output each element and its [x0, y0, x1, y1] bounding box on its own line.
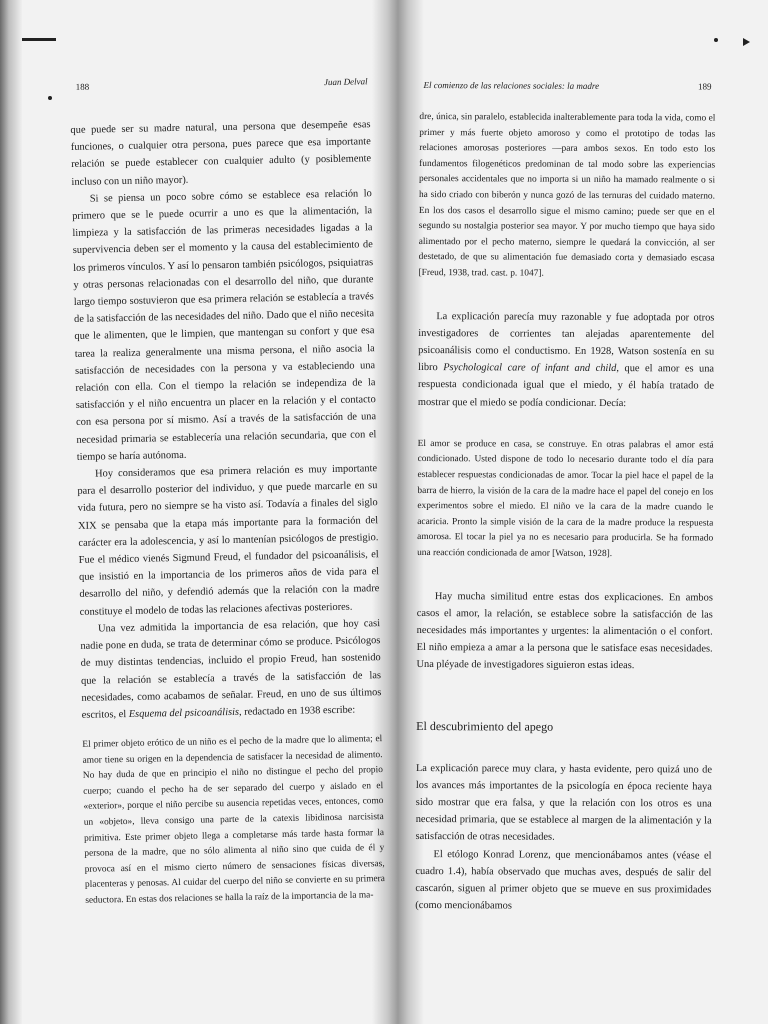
paragraph: Una vez admitida la importancia de esa relación, que hoy casi nadie pone en duda, se trata de determinar cómo se produce. Psicólogos de muy distintas tendencias, incluido el propio Freud, han sostenido que la relación se establecía a través de la satisfacción de las necesidades, como acabamos de señalar. Freud, en uno de sus últimos escritos, el Esquema del psicoanálisis, redactado en 1938 escribe:	[80, 618, 382, 721]
scan-mark-dash	[22, 38, 56, 41]
page-body	[415, 110, 715, 916]
section-heading: El descubrimiento del apego	[416, 718, 554, 734]
running-head-title: Juan Delval	[323, 76, 368, 88]
paragraph: Hoy consideramos que esa primera relación es muy importante para el desarrollo posterior del individuo, y que puede marcarle en su vida futura, pero no siempre se ha visto así. Todavía a finales del siglo XIX se pensaba que la etapa más importante para la formación del carácter era la adolescencia, y así lo mantenían psicólogos de prestigio. Fue el médico vienés Sigmund Freud, el fundador del psicoanálisis, el que insistió en la importancia de los primeros años de vida para el desarrollo del niño, y defendió además que la relación con la madre constituye el modelo de todas las relaciones afectivas posteriores.	[77, 463, 380, 618]
quote-text: dre, única, sin paralelo, establecida inalterablemente para toda la vida, como el primer y más fuerte objeto amoroso y como el prototipo de todas las relaciones amorosas posteriores —para ambos sexos. En todo esto los fundamentos filogenéticos predominan de tal modo sobre las experiencias personales accidentales que no importa si un niño ha mamado realmente o si ha sido criado con biberón y nunca gozó de las ternuras del cuidado materno. En los dos casos el desarrollo sigue el mismo camino; puede ser que en el segundo su nostalgia posterior sea mayor. Y por mucho tiempo que haya sido alimentado por el pecho materno, siempre le quedará la convicción, al ser destetado, de que su alimentación fue demasiado corta y demasiado escasa [Freud, 1938, trad. cast. p. 1047].	[418, 111, 716, 279]
paragraph: El etólogo Konrad Lorenz, que mencionábamos antes (véase el cuadro 1.4), había observado que muchas aves, después de salir del cascarón, siguen al primer objeto que se mueve en sus proximidades (como mencionábamos	[415, 848, 712, 912]
running-head	[70, 76, 370, 96]
paragraph: La explicación parecía muy razonable y fue adoptada por otros investigadores de corrientes tan alejadas aparentemente del psicoanálisis como el conductismo. En 1928, Watson sostenía en su libro Psychological care of infant and child, que el amor es una respuesta condicionada igual que el miedo, y él había tratado de mostrar que el miedo se podía condicionar. Decía:	[417, 310, 715, 409]
page-body	[70, 116, 385, 919]
block-quote	[82, 732, 385, 909]
book-title: Esquema del psicoanálisis	[128, 706, 240, 720]
page-number: 188	[75, 81, 90, 92]
paragraph: Si se piensa un poco sobre cómo se establece esa relación lo primero que se le puede ocurrir a uno es que la alimentación, la limpieza y la satisfacción de las primeras necesidades ligadas a la supervivencia deben ser el momento y la causa del establecimiento de los primeros vínculos. Y así lo pensaron también psicólogos, psiquiatras y otras personas relacionadas con el desarrollo del niño, que durante largo tiempo sostuvieron que esa primera relación se establecía a través de la satisfacción de las necesidades del niño. Dado que el niño necesita que le alimenten, que le limpien, que mantengan su confort y que esa tarea la realiza generalmente una misma persona, el niño asocia la satisfacción de necesidades con la persona y va estableciendo una relación con ella. Con el tiempo la relación se independiza de la satisfacción y el niño encuentra un placer en la relación y el contacto con esa persona por sí mismo. Así a través de la satisfacción de una necesidad primaria se establecería una relación secundaria, que con el tiempo se haría autónoma.	[72, 188, 377, 463]
running-head	[420, 80, 716, 96]
paragraph: que puede ser su madre natural, una persona que desempeñe esas funciones, o cualquier otra persona, pues parece que esa importante relación se puede establecer con cualquier adulto (y posiblemente incluso con un niño mayor).	[70, 119, 372, 188]
quote-text: El primer objeto erótico de un niño es el pecho de la madre que lo alimenta; el amor tiene su origen en la dependencia de satisfacer la necesidad de alimento. No hay duda de que en principio el niño no distingue el pecho del propio cuerpo; cuando el pecho ha de ser separado del cuerpo y aislado en el «exterior», porque el niño percibe su ausencia repetidas veces, entonces, como un «objeto», lleva consigo una parte de la catexis libidinosa narcisista primitiva. Este primer objeto llega a completarse más tarde hasta formar la persona de la madre, que no sólo alimenta al niño sino que cuida de él y provoca así en el mismo cierto número de sensaciones físicas diversas, placenteras y penosas. Al cuidar del cuerpo del niño se convierte en su primera seductora. En estas dos relaciones se halla la raíz de la importancia de la ma-	[82, 734, 386, 906]
right-page	[415, 0, 716, 912]
paragraph: La explicación parece muy clara, y hasta evidente, pero quizá uno de los avances más importantes de la psicología en época reciente haya sido mostrar que era falsa, y que la relación con los otros es una necesidad primaria, que se establece al margen de la alimentación y la satisfacción de otras necesidades.	[415, 762, 713, 844]
book-title: Psychological care of infant and child	[443, 362, 617, 375]
scan-mark-arrow	[743, 38, 750, 46]
quote-text: El amor se produce en casa, se construye. En otras palabras el amor está condicionado. Usted dispone de todo lo necesario durante todo el día para establecer respuestas condicionadas de amor. Tocar la piel hace el papel de la barra de hierro, la visión de la cara de la madre hace el papel del conejo en los experimentos sobre el miedo. El niño ve la cara de la madre cuando le acaricia. Pronto la simple visión de la cara de la madre produce la respuesta amorosa. El tocar la piel ya no es necesario para producirla. Se ha formado una reacción condicionada de amor [Watson, 1928].	[417, 438, 714, 559]
running-head-title: El comienzo de las relaciones sociales: la madre	[423, 80, 600, 91]
paragraph: Hay mucha similitud entre estas dos explicaciones. En ambos casos el amor, la relación, se establece sobre la satisfacción de las necesidades más importantes y urgentes: la alimentación o el confort. El niño empieza a amar a la persona que le satisface esas necesidades. Una pléyade de investigadores siguieron estas ideas.	[416, 590, 713, 672]
scan-mark-dot	[714, 38, 718, 42]
page-number: 189	[698, 81, 712, 92]
scan-mark-dot	[48, 96, 52, 100]
scan-shadow-left	[0, 0, 22, 1024]
